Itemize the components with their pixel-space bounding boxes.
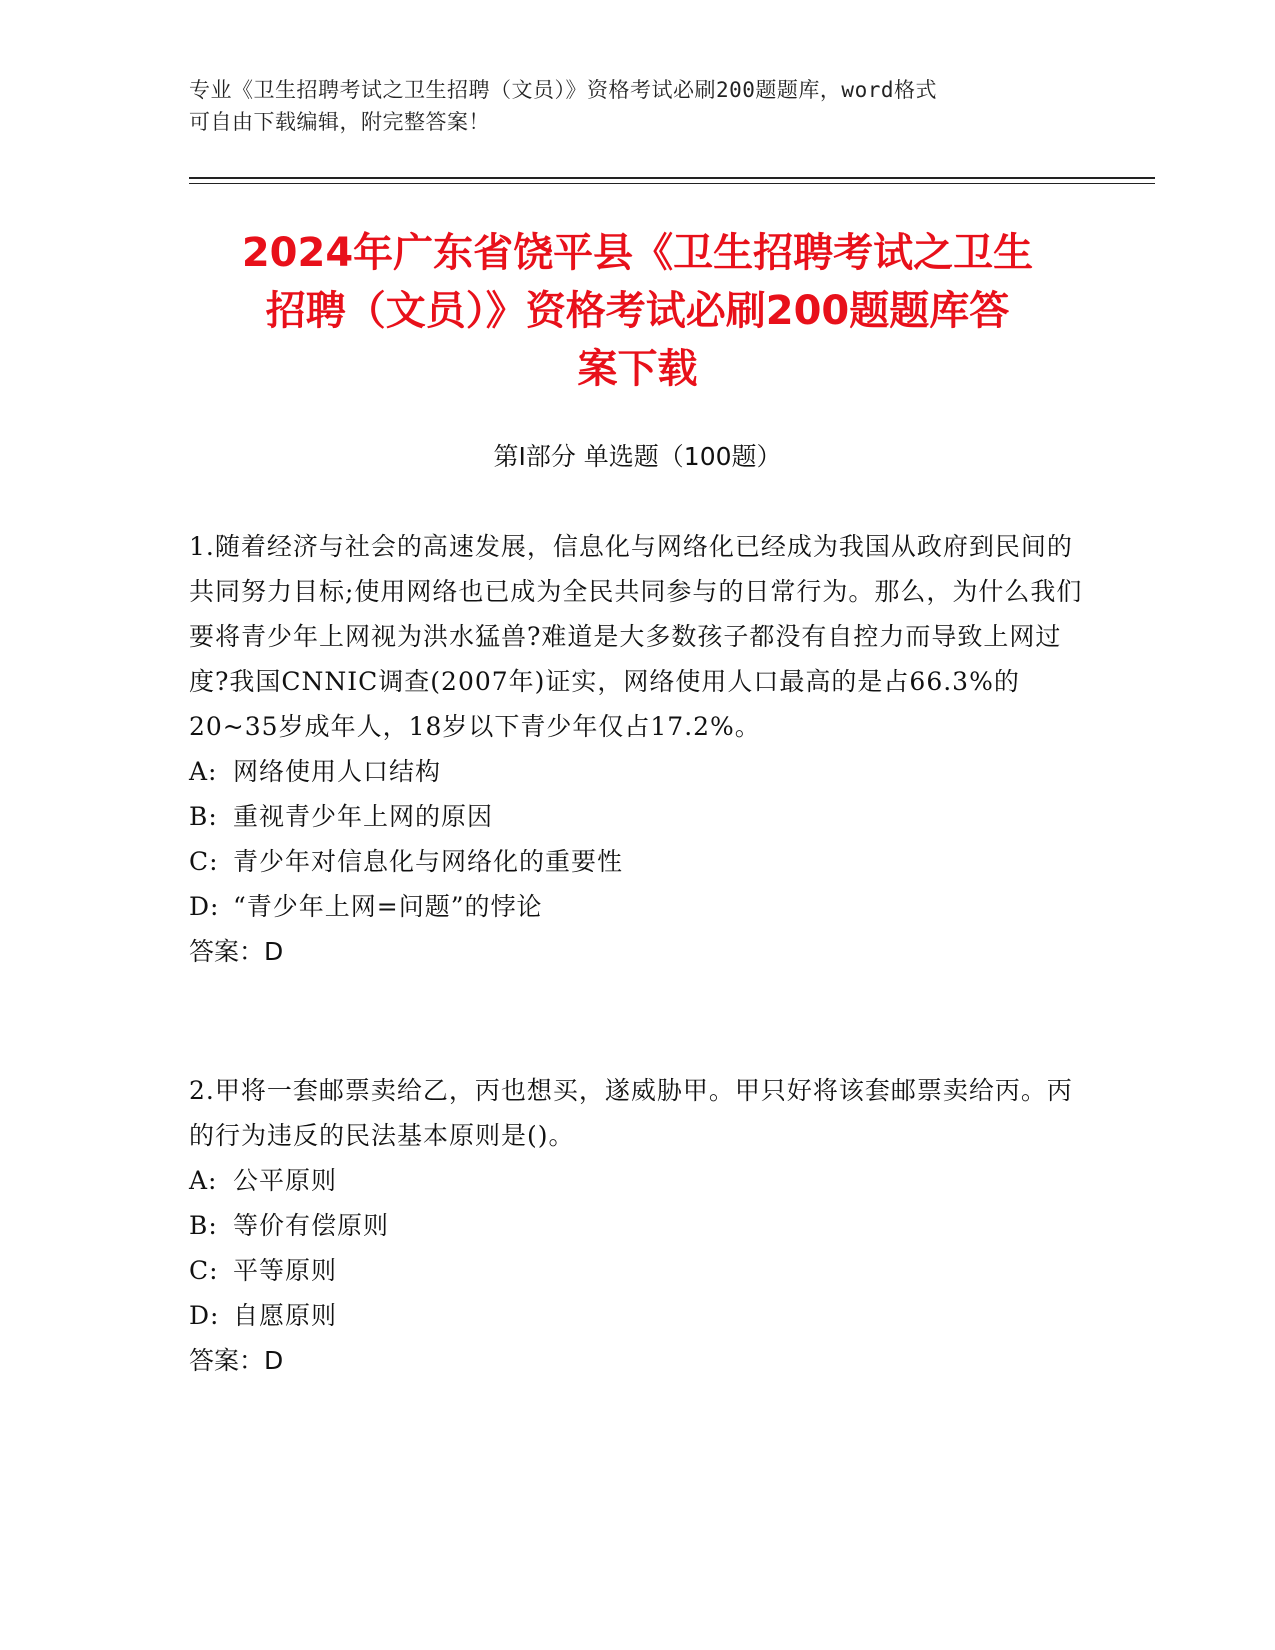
option-a [189,749,1089,794]
option-letter: B: [189,802,218,831]
option-d [189,884,1089,929]
answer: 答案：D [189,937,284,966]
header-divider-thick [189,177,1155,179]
option-letter: D: [189,892,220,921]
option-letter: B: [189,1211,218,1240]
header-note [189,74,1069,138]
option-d [189,1293,1089,1338]
question-stem: 1.随着经济与社会的高速发展，信息化与网络化已经成为我国从政府到民间的共同努力目标;使用网络也已成为全民共同参与的日常行为。那么，为什么我们要将青少年上网视为洪水猛兽?难道是大多数孩子都没有自控力而导致上网过度?我国CNNIC调查(2007年)证实，网络使用人口最高的是占66.3%的20~35岁成年人，18岁以下青少年仅占17.2%。 [189,532,1083,741]
option-a [189,1158,1089,1203]
answer: 答案：D [189,1346,284,1375]
option-text: 青少年对信息化与网络化的重要性 [233,847,624,876]
option-c [189,839,1089,884]
option-text: 等价有偿原则 [233,1211,390,1240]
document-title [160,224,1115,398]
option-letter: C: [189,847,219,876]
option-letter: D: [189,1301,220,1330]
header-note-line-2: 可自由下载编辑，附完整答案！ [189,110,490,134]
question-1 [189,524,1089,974]
option-text: 重视青少年上网的原因 [233,802,494,831]
option-letter: C: [189,1256,219,1285]
header-divider-thin [189,183,1155,184]
header-note-line-1: 专业《卫生招聘考试之卫生招聘（文员）》资格考试必刷200题题库，word格式 [189,78,937,102]
document-title-line-2: 招聘（文员）》资格考试必刷200题题库答 [265,288,1010,334]
option-text: “青少年上网=问题”的悖论 [233,892,543,921]
option-c [189,1248,1089,1293]
question-2 [189,1068,1089,1383]
option-letter: A: [189,757,218,786]
document-title-line-3: 案下载 [577,346,698,392]
option-b [189,794,1089,839]
option-text: 网络使用人口结构 [233,757,442,786]
option-text: 自愿原则 [233,1301,338,1330]
section-title: 第Ⅰ部分 单选题（100题） [493,442,782,471]
option-b [189,1203,1089,1248]
option-letter: A: [189,1166,218,1195]
document-title-line-1: 2024年广东省饶平县《卫生招聘考试之卫生 [241,230,1034,276]
option-text: 平等原则 [233,1256,338,1285]
question-stem: 2.甲将一套邮票卖给乙，丙也想买，遂威胁甲。甲只好将该套邮票卖给丙。丙的行为违反的民法基本原则是()。 [189,1076,1073,1150]
option-text: 公平原则 [233,1166,338,1195]
